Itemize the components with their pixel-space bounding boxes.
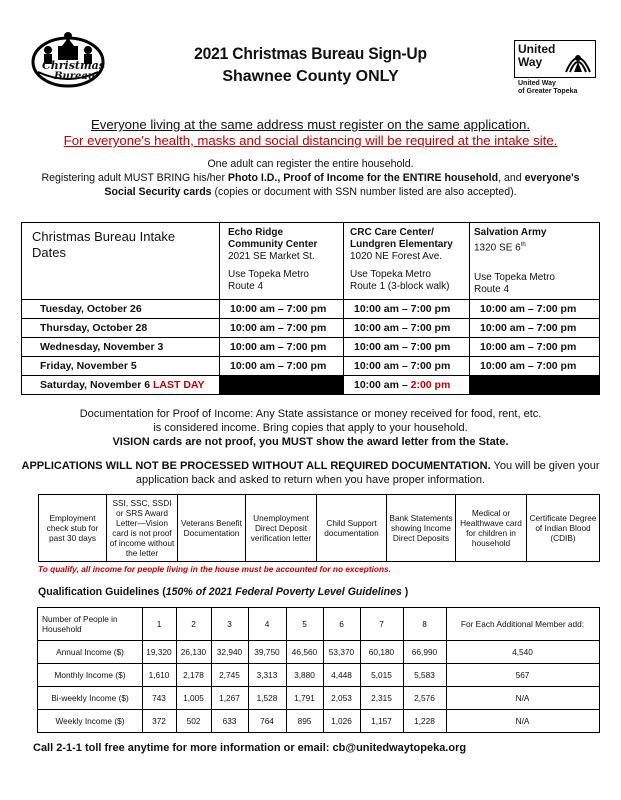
guidelines-header-cell: 1 xyxy=(156,619,162,629)
doc-cell: SSI, SSC, SSDI or SRS Award Letter—Vision card is not proof of income without the letter xyxy=(109,498,175,558)
uw-logo-united: United xyxy=(518,42,556,56)
guidelines-row-label: Bi-weekly Income ($) xyxy=(51,692,129,703)
site-transit-1: Use Topeka Metro xyxy=(474,272,555,284)
guidelines-cell: 502 xyxy=(186,715,201,726)
date-row-2: Thursday, October 28 xyxy=(40,322,148,334)
date-row-last xyxy=(40,379,205,391)
site-crc-care-center xyxy=(350,227,468,293)
guidelines-cell: 39,750 xyxy=(254,646,280,657)
doc-cell: Veterans Benefit Documentation xyxy=(181,518,242,538)
documents-table xyxy=(38,494,600,562)
guidelines-cell: 2,178 xyxy=(183,669,204,680)
guidelines-title-a: Qualification Guidelines ( xyxy=(38,586,166,598)
qualify-note: To qualify, all income for people living in the house must be accounted for no exceptions. xyxy=(38,564,391,574)
guidelines-cell: 26,130 xyxy=(180,646,207,657)
guidelines-cell: 1,005 xyxy=(183,692,204,703)
site-name-1: Salvation Army xyxy=(474,227,547,238)
guidelines-title-c: ) xyxy=(401,586,409,598)
guidelines-cell: 5,015 xyxy=(371,669,392,680)
intro-line-1: One adult can register the entire household. xyxy=(207,158,414,170)
guidelines-cell: 60,180 xyxy=(368,646,395,657)
doc-cell: Medical or Healthwave card for children in household xyxy=(460,508,522,548)
time-cell: 10:00 am – 7:00 pm xyxy=(480,360,577,372)
logo-text-bureau: Bureau xyxy=(54,71,96,82)
guidelines-header-cell: 8 xyxy=(422,619,427,629)
site-address: 1020 NE Forest Ave. xyxy=(350,251,443,262)
guidelines-header-cell: 6 xyxy=(339,619,344,629)
guidelines-cell: 3,880 xyxy=(294,669,315,680)
guidelines-cell: 19,320 xyxy=(146,646,172,657)
doc-cell: Child Support documentation xyxy=(324,518,379,538)
time-cell: 10:00 am – 7:00 pm xyxy=(480,303,577,315)
intro-line-2a: Registering adult MUST BRING his/her xyxy=(41,172,228,184)
guidelines-cell: 32,940 xyxy=(216,646,243,657)
site-name-2: Lundgren Elementary xyxy=(350,239,453,250)
united-way-hand-icon xyxy=(564,44,592,74)
doc-cell: Employment check stub for past 30 days xyxy=(46,513,99,543)
guidelines-header-cell: 4 xyxy=(264,619,270,629)
page-subtitle: Shawnee County ONLY xyxy=(222,68,399,85)
site-transit-1: Use Topeka Metro xyxy=(228,269,309,280)
guidelines-cell: 4,540 xyxy=(512,646,533,657)
guidelines-cell: 3,313 xyxy=(256,669,278,680)
guidelines-row-label: Annual Income ($) xyxy=(56,646,124,657)
uw-caption-2: of Greater Topeka xyxy=(518,88,578,95)
guidelines-cell: 53,370 xyxy=(328,646,355,657)
guidelines-cell: N/A xyxy=(515,692,530,703)
intro-line-2c: , and xyxy=(498,172,525,184)
guidelines-cell: 1,528 xyxy=(256,692,278,703)
site-address-sup: th xyxy=(520,242,526,248)
guidelines-header-cell: Number of People in Household xyxy=(42,614,118,634)
guidelines-header-cell: 3 xyxy=(227,619,232,629)
last-day-flag: LAST DAY xyxy=(153,379,205,391)
site-name-1: CRC Care Center/ xyxy=(350,227,434,238)
guidelines-cell: 1,791 xyxy=(294,692,315,703)
time-cell: 10:00 am – 7:00 pm xyxy=(230,360,327,372)
site-transit-2: Route 4 xyxy=(228,281,264,292)
time-cell-last xyxy=(354,379,450,391)
intro-line-2d: everyone's xyxy=(524,172,580,184)
logo-text-christmas: Christmas xyxy=(42,59,105,72)
site-address: 2021 SE Market St. xyxy=(228,251,315,262)
doc-cell: Bank Statements showing Income Direct Deposits xyxy=(389,513,453,543)
time-cell: 10:00 am – 7:00 pm xyxy=(354,303,451,315)
date-row-3: Wednesday, November 3 xyxy=(40,341,164,353)
guidelines-cell: 66,990 xyxy=(411,646,438,657)
guidelines-cell: 2,053 xyxy=(331,692,352,703)
last-time-start: 10:00 am – xyxy=(354,379,411,391)
site-name-2: Community Center xyxy=(228,239,318,250)
site-transit-1: Use Topeka Metro xyxy=(350,269,431,280)
applications-paragraph xyxy=(0,459,621,487)
guidelines-cell: 1,267 xyxy=(219,692,240,703)
guidelines-table xyxy=(37,607,600,733)
guidelines-cell: 567 xyxy=(515,669,530,680)
time-cell: 10:00 am – 7:00 pm xyxy=(354,341,451,353)
site-transit-2: Route 1 (3-block walk) xyxy=(350,281,450,292)
guidelines-title xyxy=(38,586,408,598)
site-address: 1320 SE 6 xyxy=(474,242,521,254)
guidelines-header-cell: For Each Additional Member add: xyxy=(460,619,585,629)
guidelines-title-b: 150% of 2021 Federal Poverty Level Guidelines xyxy=(165,586,402,598)
time-cell: 10:00 am – 7:00 pm xyxy=(230,341,327,353)
united-way-logo xyxy=(514,40,596,110)
guidelines-cell: 4,448 xyxy=(331,669,352,680)
applications-rest: You will be given your xyxy=(490,460,600,472)
last-date: Saturday, November 6 xyxy=(40,379,154,391)
guidelines-cell: 1,026 xyxy=(331,715,352,726)
applications-line-2: application back and asked to return when you have proper information. xyxy=(135,474,486,486)
guidelines-cell: 2,576 xyxy=(414,692,435,703)
guidelines-cell: 895 xyxy=(297,715,312,726)
time-cell: 10:00 am – 7:00 pm xyxy=(230,303,327,315)
doc-cell: Certificate Degree of Indian Blood (CDIB) xyxy=(529,513,597,543)
proof-line-1: Documentation for Proof of Income: Any State assistance or money received for food, rent, etc. xyxy=(79,408,542,420)
guidelines-cell: 743 xyxy=(152,692,166,703)
page-title: 2021 Christmas Bureau Sign-Up xyxy=(194,44,427,63)
guidelines-cell: 764 xyxy=(260,715,274,726)
applications-bold: APPLICATIONS WILL NOT BE PROCESSED WITHOUT ALL REQUIRED DOCUMENTATION. xyxy=(21,460,491,472)
last-time-end: 2:00 pm xyxy=(410,379,451,391)
guidelines-header-cell: 5 xyxy=(302,619,307,629)
guidelines-cell: 1,157 xyxy=(371,715,392,726)
guidelines-cell: 2,315 xyxy=(371,692,392,703)
time-cell: 10:00 am – 7:00 pm xyxy=(480,341,577,353)
guidelines-row-label: Monthly Income ($) xyxy=(54,669,126,680)
intake-header-label: Christmas Bureau Intake Dates xyxy=(32,229,176,260)
closed-cell xyxy=(470,376,599,394)
uw-logo-way: Way xyxy=(518,55,543,69)
proof-line-2: is considered income. Bring copies that apply to your household. xyxy=(153,422,468,434)
proof-line-3: VISION cards are not proof, you MUST show the award letter from the State. xyxy=(112,436,509,448)
guidelines-cell: 46,560 xyxy=(291,646,318,657)
guidelines-cell: 633 xyxy=(222,715,237,726)
time-cell: 10:00 am – 7:00 pm xyxy=(354,360,451,372)
guidelines-row-label: Weekly Income ($) xyxy=(55,715,125,726)
guidelines-cell: 1,610 xyxy=(148,669,170,680)
proof-paragraph xyxy=(0,407,621,449)
uw-caption-1: United Way xyxy=(518,80,556,87)
intro-line-3a: Social Security cards xyxy=(104,186,212,198)
site-echo-ridge xyxy=(228,227,340,293)
guidelines-header-cell: 7 xyxy=(379,619,384,629)
site-name-1: Echo Ridge xyxy=(228,227,284,238)
notice-line-2: For everyone's health, masks and social distancing will be required at the intake site. xyxy=(63,133,558,148)
time-cell: 10:00 am – 7:00 pm xyxy=(230,322,327,334)
intro-line-3b: (copies or document with SSN number listed are also accepted). xyxy=(211,186,517,198)
intake-dates-table xyxy=(21,222,600,395)
date-row-1: Tuesday, October 26 xyxy=(40,303,142,315)
date-row-4: Friday, November 5 xyxy=(40,360,137,372)
footer-contact: Call 2-1-1 toll free anytime for more information or email: cb@unitedwaytopeka.org xyxy=(33,742,467,754)
guidelines-header-cell: 2 xyxy=(191,619,196,629)
guidelines-cell: 1,228 xyxy=(414,715,435,726)
guidelines-cell: 5,583 xyxy=(414,669,435,680)
guidelines-cell: 372 xyxy=(152,715,166,726)
notice-line-1: Everyone living at the same address must register on the same application. xyxy=(90,117,531,132)
site-salvation-army xyxy=(474,227,596,296)
guidelines-cell: N/A xyxy=(515,715,530,726)
doc-cell: Unemployment Direct Deposit verification letter xyxy=(250,513,312,543)
intro-line-2b: Photo I.D., Proof of Income for the ENTIRE household xyxy=(227,172,499,184)
time-cell: 10:00 am – 7:00 pm xyxy=(354,322,451,334)
intro-paragraph xyxy=(0,157,621,199)
guidelines-cell: 2,745 xyxy=(219,669,240,680)
site-transit-2: Route 4 xyxy=(474,284,510,296)
closed-cell xyxy=(220,376,343,394)
time-cell: 10:00 am – 7:00 pm xyxy=(480,322,577,334)
